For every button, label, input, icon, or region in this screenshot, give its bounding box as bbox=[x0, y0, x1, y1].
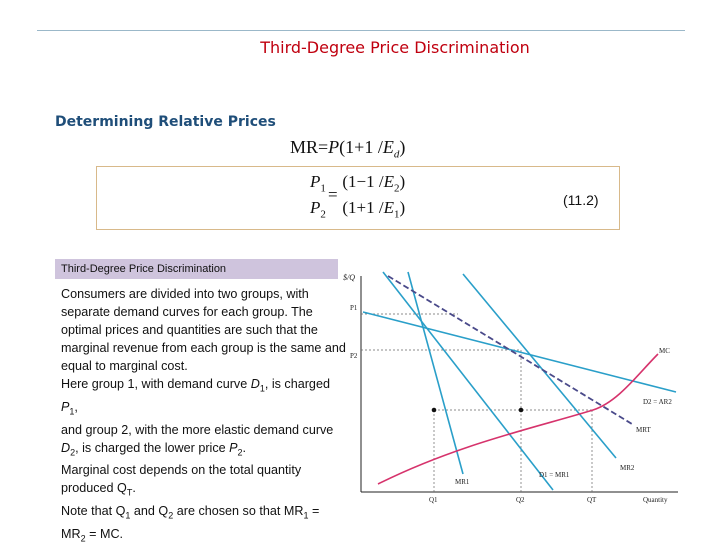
p2-label: P2 bbox=[350, 352, 358, 360]
panel-header: Third-Degree Price Discrimination bbox=[55, 259, 338, 279]
d1-mr1-label: D1 = MR1 bbox=[539, 471, 570, 479]
mc-curve bbox=[378, 354, 658, 484]
mr2-label: MR2 bbox=[620, 464, 635, 472]
title-rule bbox=[37, 30, 685, 31]
paragraph-1: Consumers are divided into two groups, with separate demand curves for each group. The optimal prices and quantities are such that the marginal revenue from each group is the same and equal to marginal cost. bbox=[61, 287, 346, 374]
q2-label: Q2 bbox=[516, 496, 525, 504]
mr2-curve bbox=[463, 274, 616, 458]
mr1-curve bbox=[408, 272, 463, 474]
ratio-equals-sign: = bbox=[328, 185, 338, 204]
mc-label: MC bbox=[659, 347, 670, 355]
slide-subtitle: Determining Relative Prices bbox=[55, 114, 276, 130]
y-axis-label: $/Q bbox=[343, 273, 355, 282]
equation-number: (11.2) bbox=[563, 192, 599, 208]
slide-title: Third-Degree Price Discrimination bbox=[260, 38, 530, 57]
explanation-text bbox=[61, 285, 346, 547]
price-ratio-equation: $P_1$ (1−1 $/E_2$) $P_2$ (1+1 $/E_1$) = bbox=[310, 172, 406, 221]
price-discrimination-diagram bbox=[338, 262, 683, 510]
paragraph-2: Here group 1, with demand curve $D_1$, is charged $P_1$, bbox=[61, 377, 330, 417]
mr1-label: MR1 bbox=[455, 478, 470, 486]
paragraph-4: Marginal cost depends on the total quantity produced $Q_T$. bbox=[61, 463, 302, 498]
d2-curve bbox=[363, 312, 676, 392]
q2-point bbox=[519, 408, 524, 413]
qt-label: QT bbox=[587, 496, 597, 504]
q1-label: Q1 bbox=[429, 496, 438, 504]
paragraph-5: Note that $Q_1$ and $Q_2$ are chosen so that $MR_1 = MR_2$ = MC. bbox=[61, 504, 320, 544]
mrt-label: MRT bbox=[636, 426, 651, 434]
q1-point bbox=[432, 408, 437, 413]
d2-ar2-label: D2 = AR2 bbox=[643, 398, 672, 406]
p1-label: P1 bbox=[350, 304, 358, 312]
mr-equation: MR=P(1+1 $/E_d$) bbox=[290, 137, 406, 161]
x-axis-label: Quantity bbox=[643, 496, 668, 504]
paragraph-3: and group 2, with the more elastic demand curve $D_2$, is charged the lower price $P_2$. bbox=[61, 422, 334, 458]
d1-curve bbox=[383, 272, 553, 490]
